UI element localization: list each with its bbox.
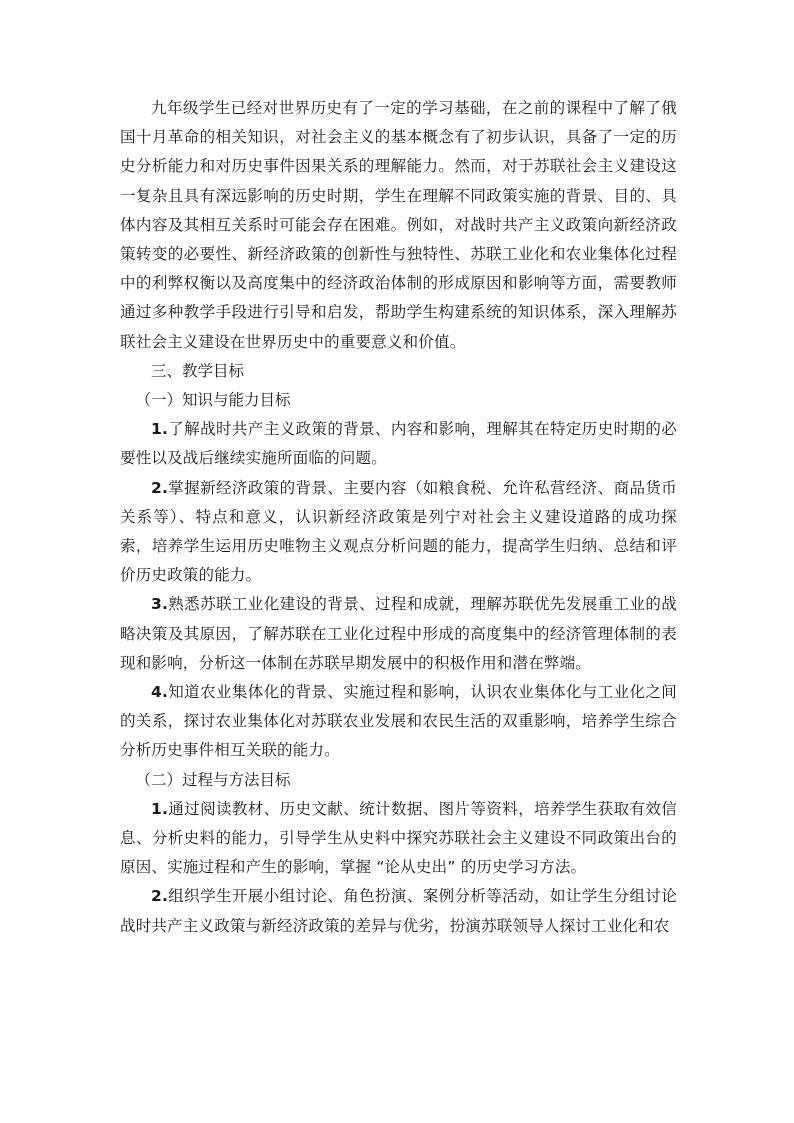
knowledge-item-3: [120, 590, 677, 678]
item-text: 掌握新经济政策的背景、主要内容（如粮食税、允许私营经济、商品货币关系等）、特点和意义，认识新经济政策是列宁对社会主义建设道路的成功探索，培养学生运用历史唯物主义观点分析问题的能力，提高学生归纳、总结和评价历史政策的能力。: [120, 478, 677, 585]
item-number: 3.: [151, 595, 169, 614]
item-number: 1.: [151, 420, 169, 439]
item-text: 通过阅读教材、历史文献、统计数据、图片等资料，培养学生获取有效信息、分析史料的能力，引导学生从史料中探究苏联社会主义建设不同政策出台的原因、实施过程和产生的影响，掌握 “论从史出” 的历史学习方法。: [120, 799, 677, 877]
item-number: 1.: [151, 799, 169, 818]
knowledge-item-2: [120, 474, 677, 591]
item-text: 熟悉苏联工业化建设的背景、过程和成就，理解苏联优先发展重工业的战略决策及其原因，了解苏联在工业化过程中形成的高度集中的经济管理体制的表现和影响，分析这一体制在苏联早期发展中的积极作用和潜在弊端。: [120, 595, 677, 672]
item-text: 了解战时共产主义政策的背景、内容和影响，理解其在特定历史时期的必要性以及战后继续实施所面临的问题。: [120, 420, 677, 468]
subsection-heading-process: （二）过程与方法目标: [135, 770, 291, 789]
intro-paragraph: 九年级学生已经对世界历史有了一定的学习基础，在之前的课程中了解了俄国十月革命的相关知识，对社会主义的基本概念有了初步认识，具备了一定的历史分析能力和对历史事件因果关系的理解能力。然而，对于苏联社会主义建设这一复杂且具有深远影响的历史时期，学生在理解不同政策实施的背景、目的、具体内容及其相互关系时可能会存在困难。例如，对战时共产主义政策向新经济政策转变的必要性、新经济政策的创新性与独特性、苏联工业化和农业集体化过程中的利弊权衡以及高度集中的经济政治体制的形成原因和影响等方面，需要教师通过多种教学手段进行引导和启发，帮助学生构建系统的知识体系，深入理解苏联社会主义建设在世界历史中的重要意义和价值。: [120, 99, 677, 351]
knowledge-item-1: [120, 415, 677, 473]
knowledge-item-4: [120, 678, 677, 766]
item-text: 知道农业集体化的背景、实施过程和影响，认识农业集体化与工业化之间的关系，探讨农业集体化对苏联农业发展和农民生活的双重影响，培养学生综合分析历史事件相互关联的能力。: [120, 683, 677, 760]
item-text: 组织学生开展小组讨论、角色扮演、案例分析等活动，如让学生分组讨论战时共产主义政策与新经济政策的差异与优劣，扮演苏联领导人探讨工业化和农: [120, 887, 677, 935]
item-number: 2.: [151, 887, 169, 906]
process-item-1: [120, 795, 677, 883]
subsection-heading-knowledge: （一）知识与能力目标: [135, 391, 291, 410]
process-item-2: [120, 882, 677, 940]
document-body: [120, 94, 677, 941]
item-number: 4.: [151, 683, 169, 702]
section-heading: 三、教学目标: [151, 361, 245, 380]
item-number: 2.: [151, 478, 169, 497]
